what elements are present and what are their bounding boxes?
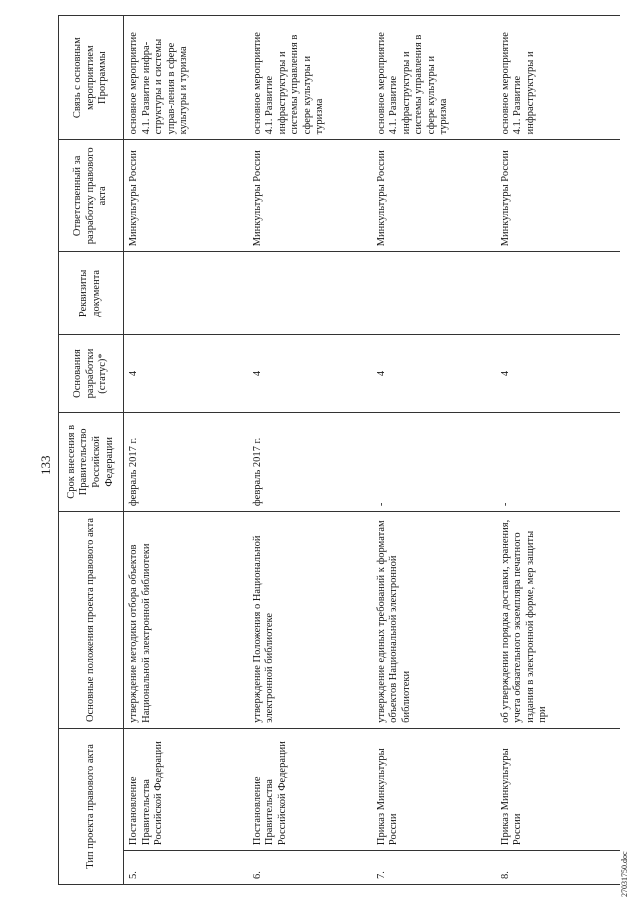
cell-deadline: февраль 2017 г. [248,412,372,512]
header-deadline: Срок внесения в Правительство Российской Федерации [59,412,124,512]
table-row [372,16,496,885]
table-header-row [59,16,124,885]
page-number: 133 [38,455,53,475]
cell-content: утверждение единых требований к форматам объектов Национальной электронной библиотеки [372,512,496,729]
cell-deadline: февраль 2017 г. [124,412,248,512]
header-link: Связь с основным мероприятием Программы [59,16,124,140]
header-type: Тип проекта правового акта [59,728,124,884]
table-row [496,16,620,885]
cell-link: основное мероприятие 4.1. Развитие инфраструктуры и системы управления в сфере культуры и туризма [372,16,496,140]
table-row [124,16,248,885]
cell-link: основное мероприятие 4.1. Развитие инфра-структуры и системы управ-ления в сфере культуры и туризма [124,16,248,140]
cell-type: Приказ Минкультуры России [496,728,620,850]
header-resp: Ответственный за разработку правового акта [59,140,124,252]
cell-type: Постановление Правительства Российской Федерации [124,728,248,850]
cell-reqs [372,252,496,335]
cell-link: основное мероприятие 4.1. Развитие инфраструктуры и [496,16,620,140]
row-number: 5. [124,851,248,885]
cell-basis: 4 [496,335,620,412]
row-number: 7. [372,851,496,885]
cell-deadline: - [496,412,620,512]
cell-resp: Минкультуры России [496,140,620,252]
cell-reqs [248,252,372,335]
cell-basis: 4 [124,335,248,412]
row-number: 6. [248,851,372,885]
cell-content: утверждение Положения о Национальной электронной библиотеке [248,512,372,729]
cell-basis: 4 [248,335,372,412]
cell-resp: Минкультуры России [248,140,372,252]
cell-resp: Минкультуры России [124,140,248,252]
legal-acts-table [58,15,620,885]
cell-basis: 4 [372,335,496,412]
cell-content: утверждение методики отбора объектов Национальной электронной библиотеки [124,512,248,729]
header-basis: Основания разработки (статус)* [59,335,124,412]
cell-type: Приказ Минкультуры России [372,728,496,850]
cell-type: Постановление Правительства Российской Федерации [248,728,372,850]
cell-deadline: - [372,412,496,512]
cell-content: об утверждении порядка доставки, хранения, учета обязательного экземпляра печатного издания в электронной форме, мер защиты при [496,512,620,729]
header-content: Основные положения проекта правового акта [59,512,124,729]
document-code: 27031750.doc [620,851,629,897]
cell-link: основное мероприятие 4.1. Развитие инфраструктуры и системы управления в сфере культуры и туризма [248,16,372,140]
table-row [248,16,372,885]
cell-reqs [496,252,620,335]
cell-resp: Минкультуры России [372,140,496,252]
header-reqs: Реквизиты документа [59,252,124,335]
row-number: 8. [496,851,620,885]
cell-reqs [124,252,248,335]
